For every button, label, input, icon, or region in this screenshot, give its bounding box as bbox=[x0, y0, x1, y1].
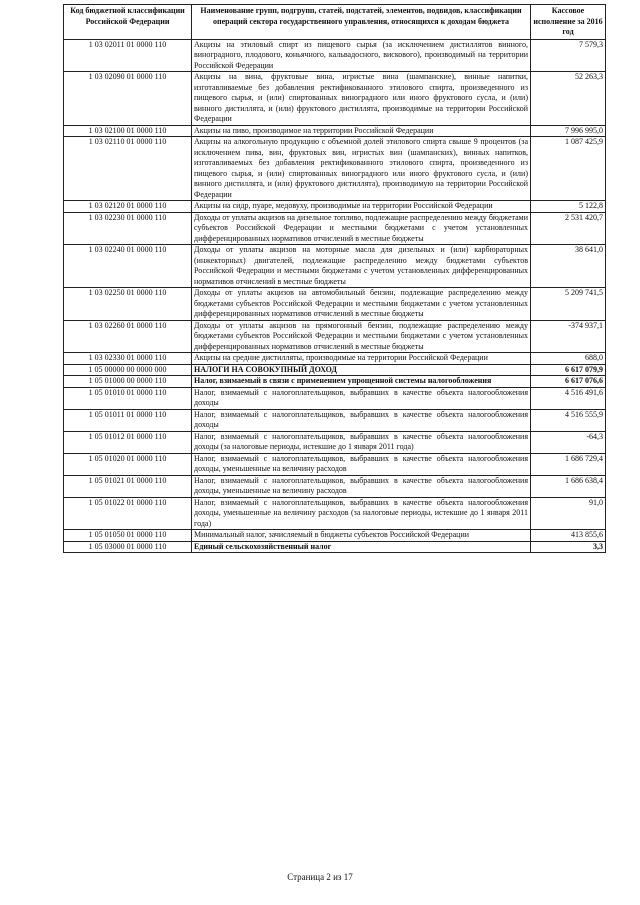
row-amount: 6 617 079,9 bbox=[531, 364, 606, 376]
row-name: Налог, взимаемый с налогоплательщиков, выбравших в качестве объекта налогообложения доходы, уменьшенные на величину расходов (за налоговые периоды, истекшие до 1 января 2011 года) bbox=[192, 497, 531, 530]
row-code: 1 05 03000 01 0000 110 bbox=[64, 541, 192, 553]
row-name: Налог, взимаемый с налогоплательщиков, выбравших в качестве объекта налогообложения доходы, уменьшенные на величину расходов bbox=[192, 453, 531, 475]
row-name: Акцизы на сидр, пуаре, медовуху, производимые на территории Российской Федерации bbox=[192, 201, 531, 213]
row-code: 1 05 01012 01 0000 110 bbox=[64, 431, 192, 453]
row-amount: 5 209 741,5 bbox=[531, 288, 606, 321]
row-name: Налог, взимаемый с налогоплательщиков, выбравших в качестве объекта налогообложения доходы bbox=[192, 409, 531, 431]
row-name: Налог, взимаемый с налогоплательщиков, выбравших в качестве объекта налогообложения доходы (за налоговые периоды, истекшие до 1 января 2011 года) bbox=[192, 431, 531, 453]
budget-revenue-table bbox=[63, 4, 606, 553]
table-body bbox=[64, 39, 606, 553]
row-amount: -374 937,1 bbox=[531, 320, 606, 353]
table-row bbox=[64, 376, 606, 388]
row-code: 1 03 02011 01 0000 110 bbox=[64, 39, 192, 72]
table-row bbox=[64, 541, 606, 553]
row-name: Акцизы на алкогольную продукцию с объемной долей этилового спирта свыше 9 процентов (за исключением пива, вин, фруктовых вин, игристых вин (шампанских), винных напитков, изготавливаемых без добавления ректификованного этилового спирта, произведенного из пищевого сырья, и (или) спиртованных виноградного или иного фруктового сусла, и (или) винного дистиллята, и (или) фруктового дистиллята), производимую на территории Российской Федерации bbox=[192, 137, 531, 201]
row-name: Единый сельскохозяйственный налог bbox=[192, 541, 531, 553]
table-row bbox=[64, 453, 606, 475]
row-amount: 3,3 bbox=[531, 541, 606, 553]
row-code: 1 05 01010 01 0000 110 bbox=[64, 387, 192, 409]
row-name: НАЛОГИ НА СОВОКУПНЫЙ ДОХОД bbox=[192, 364, 531, 376]
row-code: 1 03 02260 01 0000 110 bbox=[64, 320, 192, 353]
table-row bbox=[64, 530, 606, 542]
table-row bbox=[64, 431, 606, 453]
row-amount: 1 686 638,4 bbox=[531, 475, 606, 497]
table-row bbox=[64, 409, 606, 431]
header-amount: Кассовое исполнение за 2016 год bbox=[531, 5, 606, 40]
table-row bbox=[64, 475, 606, 497]
row-name: Минимальный налог, зачисляемый в бюджеты субъектов Российской Федерации bbox=[192, 530, 531, 542]
row-name: Акцизы на вина, фруктовые вина, игристые вина (шампанские), винные напитки, изготавливаемые без добавления ректификованного этилового спирта, произведенного из пищевого сырья, и (или) спиртованных виноградного или иного фруктового сусла, и (или) винного дистиллята, и (или) фруктового дистиллята, производимые на территории Российской Федерации bbox=[192, 72, 531, 126]
row-code: 1 05 01000 00 0000 110 bbox=[64, 376, 192, 388]
table-row bbox=[64, 39, 606, 72]
row-code: 1 03 02090 01 0000 110 bbox=[64, 72, 192, 126]
header-name: Наименование групп, подгрупп, статей, подстатей, элементов, подвидов, классификации операций сектора государственного управления, относящихся к доходам бюджета bbox=[192, 5, 531, 40]
row-name: Доходы от уплаты акцизов на прямогонный бензин, подлежащие распределению между бюджетами субъектов Российской Федерации и местными бюджетами с учетом установленных дифференцированных нормативов отчислений в местные бюджеты bbox=[192, 320, 531, 353]
table-row bbox=[64, 288, 606, 321]
row-code: 1 03 02330 01 0000 110 bbox=[64, 353, 192, 365]
row-code: 1 05 01020 01 0000 110 bbox=[64, 453, 192, 475]
row-amount: 413 855,6 bbox=[531, 530, 606, 542]
row-code: 1 03 02250 01 0000 110 bbox=[64, 288, 192, 321]
row-name: Акцизы на этиловый спирт из пищевого сырья (за исключением дистиллятов винного, виноградного, плодового, коньячного, кальвадосного, вискового), производимый на территории Российской Федерации bbox=[192, 39, 531, 72]
row-name: Доходы от уплаты акцизов на моторные масла для дизельных и (или) карбюраторных (инжекторных) двигателей, подлежащие распределению между бюджетами субъектов Российской Федерации и местными бюджетами с учетом установленных дифференцированных нормативов отчислений в местные бюджеты bbox=[192, 245, 531, 288]
table-row bbox=[64, 72, 606, 126]
row-amount: 7 579,3 bbox=[531, 39, 606, 72]
row-amount: 2 531 420,7 bbox=[531, 212, 606, 245]
row-code: 1 03 02230 01 0000 110 bbox=[64, 212, 192, 245]
row-amount: 1 087 425,9 bbox=[531, 137, 606, 201]
row-code: 1 05 01021 01 0000 110 bbox=[64, 475, 192, 497]
row-code: 1 03 02110 01 0000 110 bbox=[64, 137, 192, 201]
table-row bbox=[64, 212, 606, 245]
row-name: Налог, взимаемый с налогоплательщиков, выбравших в качестве объекта налогообложения доходы, уменьшенные на величину расходов bbox=[192, 475, 531, 497]
row-amount: 1 686 729,4 bbox=[531, 453, 606, 475]
row-code: 1 03 02100 01 0000 110 bbox=[64, 125, 192, 137]
table-row bbox=[64, 364, 606, 376]
table-row bbox=[64, 387, 606, 409]
row-amount: 4 516 555,9 bbox=[531, 409, 606, 431]
table-row bbox=[64, 125, 606, 137]
row-code: 1 03 02120 01 0000 110 bbox=[64, 201, 192, 213]
row-amount: 91,0 bbox=[531, 497, 606, 530]
row-name: Доходы от уплаты акцизов на дизельное топливо, подлежащие распределению между бюджетами субъектов Российской Федерации и местными бюджетами с учетом установленных дифференцированных нормативов отчислений в местные бюджеты bbox=[192, 212, 531, 245]
table-row bbox=[64, 245, 606, 288]
row-amount: 4 516 491,6 bbox=[531, 387, 606, 409]
row-code: 1 05 00000 00 0000 000 bbox=[64, 364, 192, 376]
row-amount: 7 996 995,0 bbox=[531, 125, 606, 137]
row-name: Акцизы на средние дистилляты, производимые на территории Российской Федерации bbox=[192, 353, 531, 365]
table-row bbox=[64, 201, 606, 213]
row-code: 1 05 01011 01 0000 110 bbox=[64, 409, 192, 431]
table-row bbox=[64, 320, 606, 353]
row-amount: 688,0 bbox=[531, 353, 606, 365]
row-name: Акцизы на пиво, производимое на территории Российской Федерации bbox=[192, 125, 531, 137]
row-amount: -64,3 bbox=[531, 431, 606, 453]
row-code: 1 05 01050 01 0000 110 bbox=[64, 530, 192, 542]
table-row bbox=[64, 353, 606, 365]
table-header-row bbox=[64, 5, 606, 40]
row-code: 1 03 02240 01 0000 110 bbox=[64, 245, 192, 288]
table-row bbox=[64, 497, 606, 530]
row-amount: 52 263,3 bbox=[531, 72, 606, 126]
header-code: Код бюджетной классификации Российской Федерации bbox=[64, 5, 192, 40]
row-name: Доходы от уплаты акцизов на автомобильный бензин, подлежащие распределению между бюджетами субъектов Российской Федерации и местными бюджетами с учетом установленных дифференцированных нормативов отчислений в местные бюджеты bbox=[192, 288, 531, 321]
row-amount: 5 122,8 bbox=[531, 201, 606, 213]
row-code: 1 05 01022 01 0000 110 bbox=[64, 497, 192, 530]
row-amount: 38 641,0 bbox=[531, 245, 606, 288]
page-number: Страница 2 из 17 bbox=[287, 872, 353, 882]
table-row bbox=[64, 137, 606, 201]
row-name: Налог, взимаемый с налогоплательщиков, выбравших в качестве объекта налогообложения доходы bbox=[192, 387, 531, 409]
row-amount: 6 617 076,6 bbox=[531, 376, 606, 388]
row-name: Налог, взимаемый в связи с применением упрощенной системы налогообложения bbox=[192, 376, 531, 388]
